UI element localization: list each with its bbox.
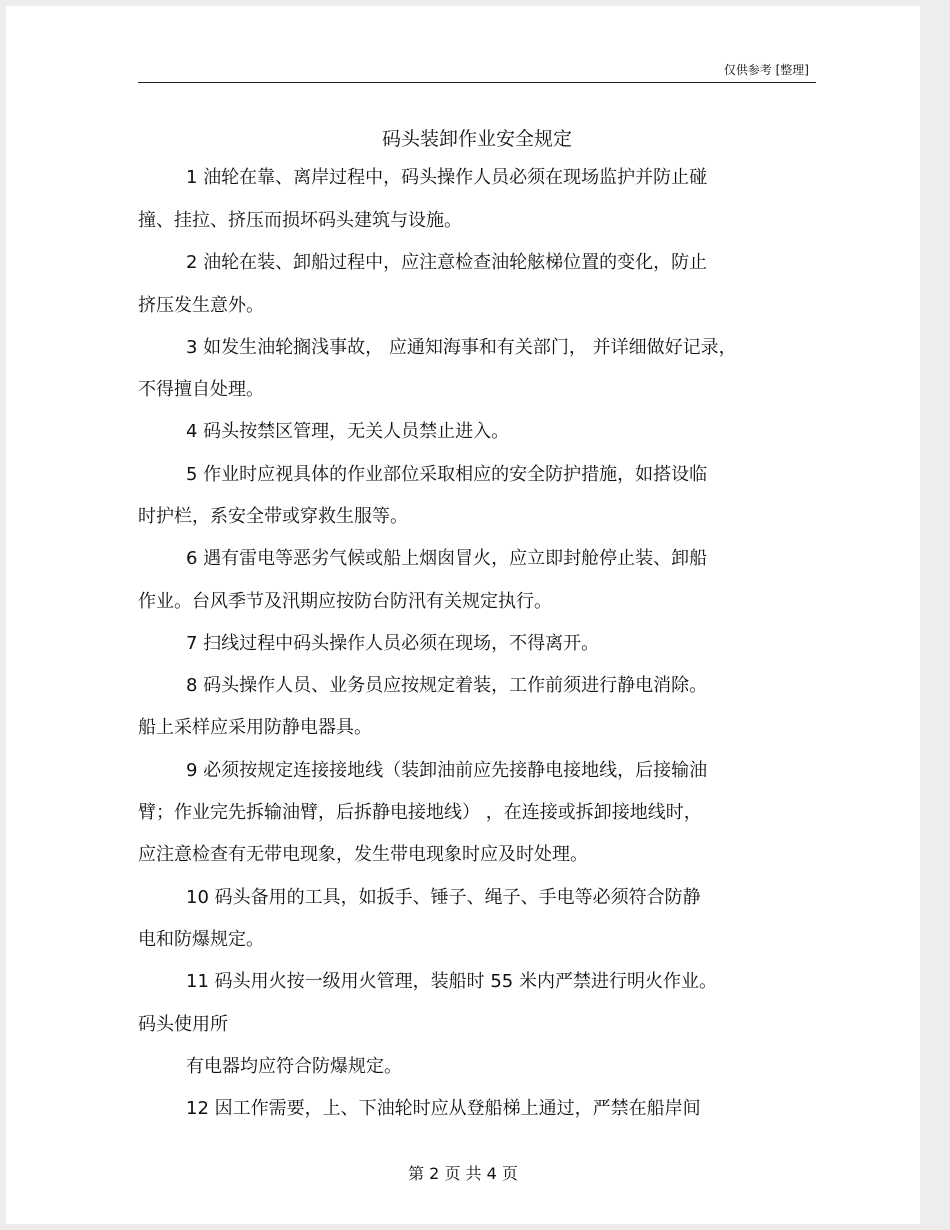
document-page [6, 6, 920, 1224]
paragraph-line: 臂；作业完先拆输油臂，后拆静电接地线） ，在连接或拆卸接地线时， [138, 802, 702, 823]
paragraph-line: 12 因工作需要，上、下油轮时应从登船梯上通过，严禁在船岸间 [186, 1098, 701, 1119]
paragraph-line: 应注意检查有无带电现象，发生带电现象时应及时处理。 [138, 844, 588, 865]
paragraph-line: 3 如发生油轮搁浅事故， 应通知海事和有关部门， 并详细做好记录， [186, 337, 737, 358]
paragraph-line: 码头使用所 [138, 1014, 228, 1035]
paragraph-line: 5 作业时应视具体的作业部位采取相应的安全防护措施，如搭设临 [186, 464, 708, 485]
paragraph-line: 4 码头按禁区管理，无关人员禁止进入。 [186, 421, 510, 442]
paragraph-line: 2 油轮在装、卸船过程中，应注意检查油轮舷梯位置的变化，防止 [186, 252, 708, 273]
page-header: 仅供参考 [整理] [723, 63, 809, 77]
paragraph-line: 撞、挂拉、挤压而损坏码头建筑与设施。 [138, 210, 462, 231]
paragraph-line: 不得擅自处理。 [138, 379, 264, 400]
paragraph-line: 有电器均应符合防爆规定。 [186, 1056, 402, 1077]
page-number-footer: 第 2 页 共 4 页 [408, 1164, 518, 1183]
paragraph-line: 1 油轮在靠、离岸过程中，码头操作人员必须在现场监护并防止碰 [186, 167, 708, 188]
paragraph-line: 8 码头操作人员、业务员应按规定着装，工作前须进行静电消除。 [186, 675, 708, 696]
paragraph-line: 9 必须按规定连接接地线（装卸油前应先接静电接地线，后接输油 [186, 760, 708, 781]
document-title: 码头装卸作业安全规定 [381, 128, 572, 150]
paragraph-line: 11 码头用火按一级用火管理，装船时 55 米内严禁进行明火作业。 [186, 971, 717, 992]
paragraph-line: 7 扫线过程中码头操作人员必须在现场，不得离开。 [186, 633, 600, 654]
paragraph-line: 时护栏，系安全带或穿救生服等。 [138, 506, 408, 527]
paragraph-line: 电和防爆规定。 [138, 929, 264, 950]
header-divider [138, 82, 816, 83]
paragraph-line: 10 码头备用的工具，如扳手、锤子、绳子、手电等必须符合防静 [186, 887, 701, 908]
paragraph-line: 挤压发生意外。 [138, 295, 264, 316]
paragraph-line: 船上采样应采用防静电器具。 [138, 717, 372, 738]
paragraph-line: 作业。台风季节及汛期应按防台防汛有关规定执行。 [138, 591, 552, 612]
paragraph-line: 6 遇有雷电等恶劣气候或船上烟囱冒火，应立即封舱停止装、卸船 [186, 548, 708, 569]
